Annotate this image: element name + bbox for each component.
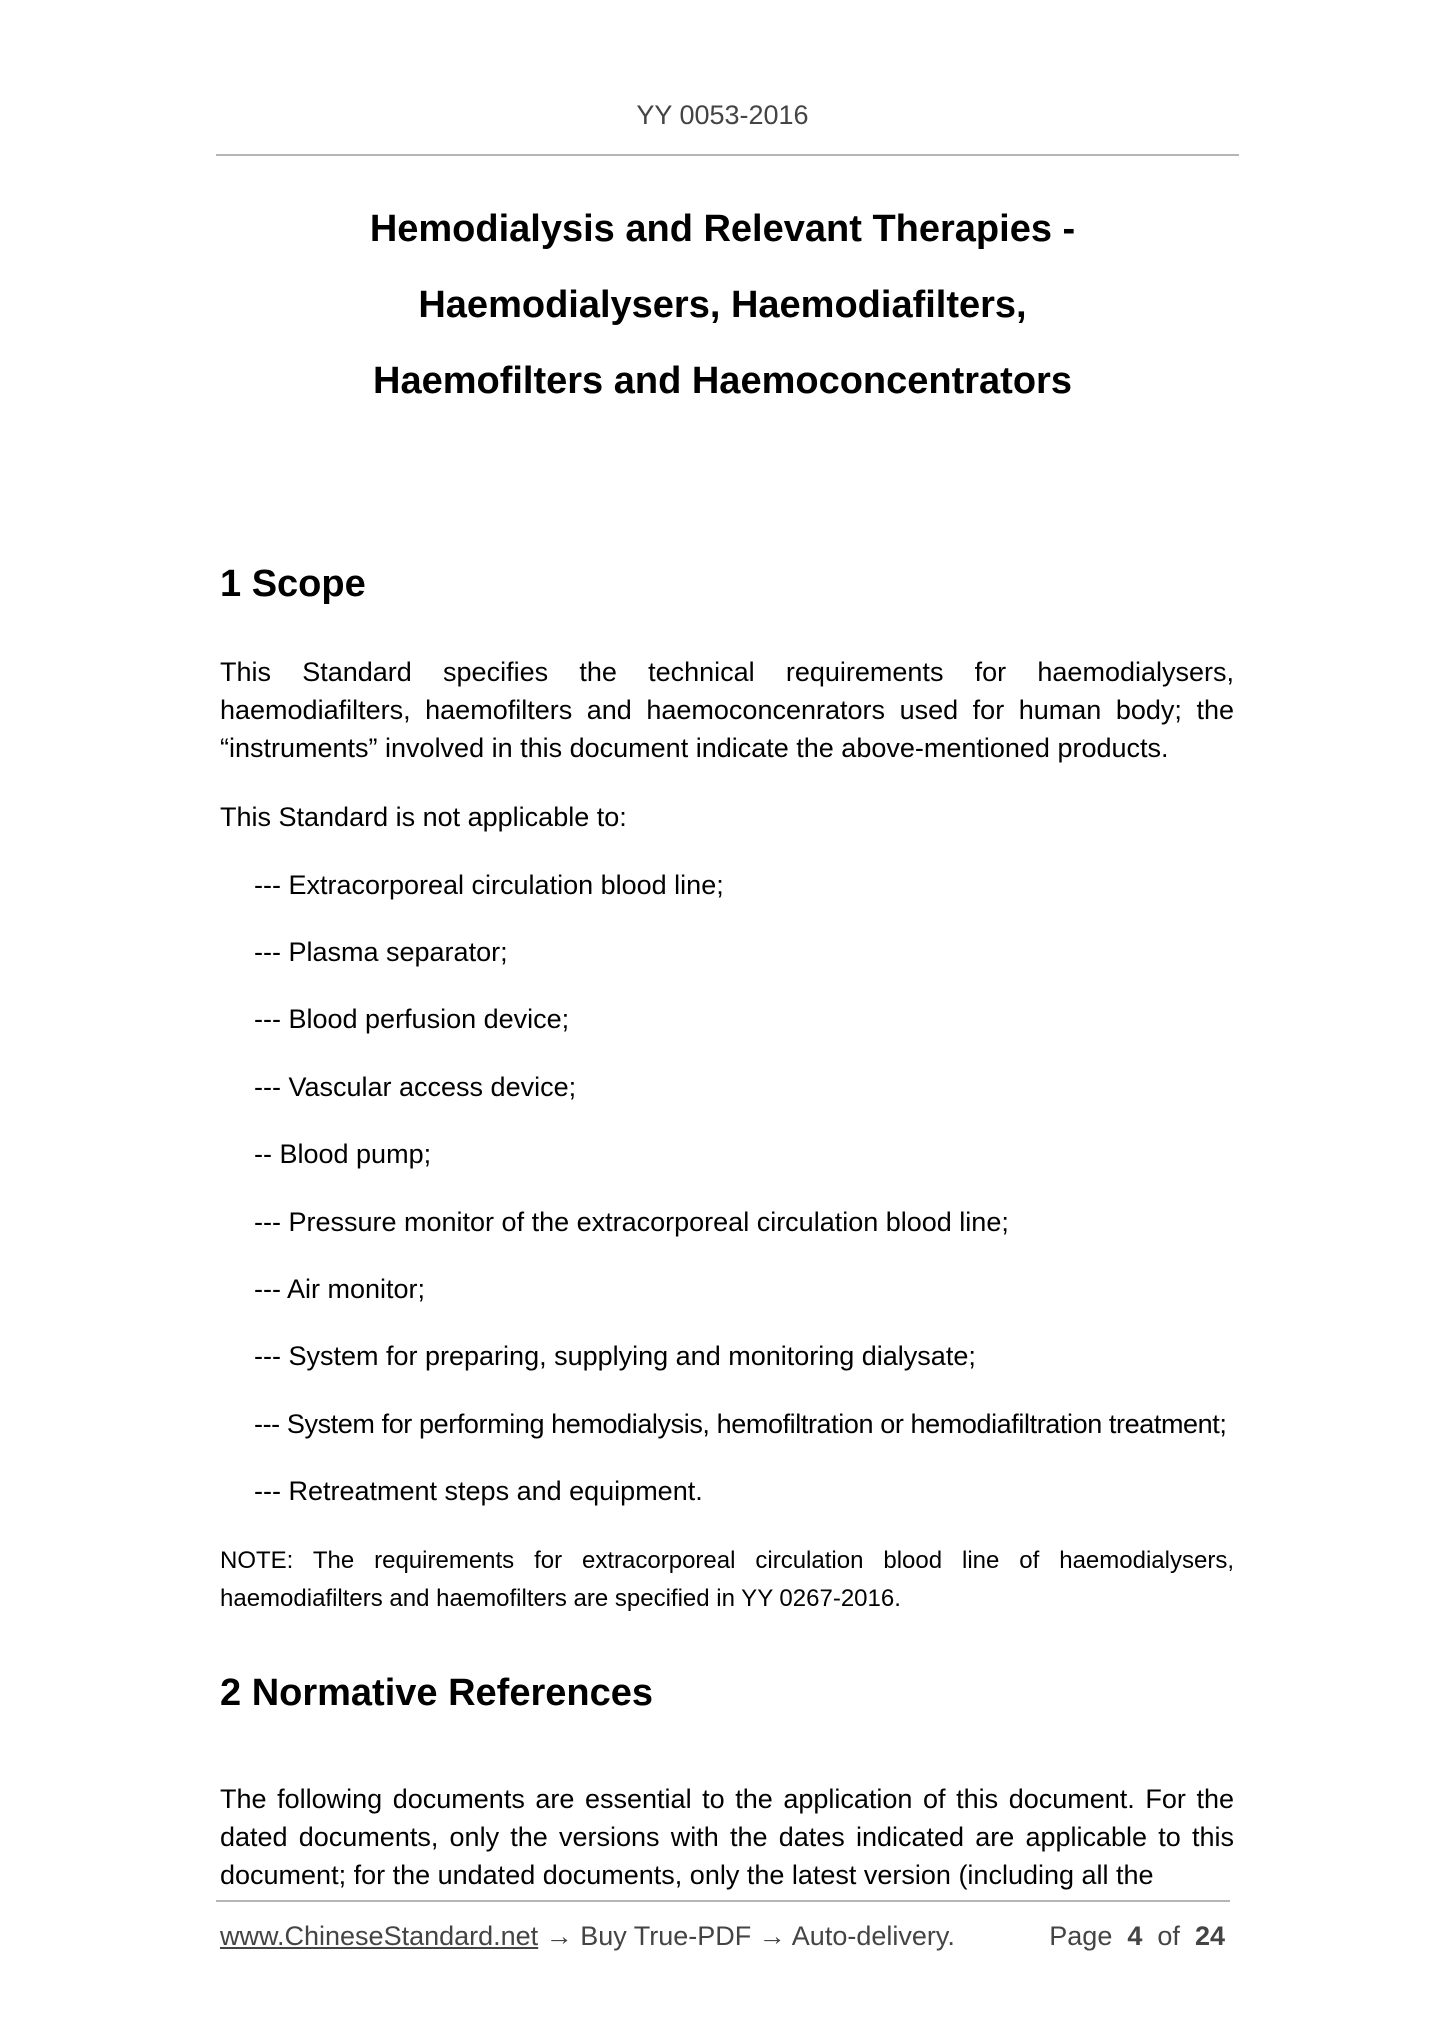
total-page-number: 24: [1194, 1921, 1225, 1951]
document-code-header: YY 0053-2016: [636, 100, 809, 130]
header-divider: [216, 154, 1239, 156]
list-item: --- Air monitor;: [254, 1274, 426, 1304]
page-label: Page: [1049, 1921, 1113, 1951]
list-item: --- Extracorporeal circulation blood line;: [254, 870, 724, 900]
current-page-number: 4: [1127, 1921, 1143, 1951]
section-heading-scope: 1 Scope: [220, 563, 366, 605]
scope-paragraph: This Standard specifies the technical requirements for haemodialysers, haemodiafilters, haemofilters and haemoconcenrators used for human body; the “instruments” involved in this document indicate the above-mentioned products.: [220, 657, 1234, 763]
auto-delivery-text: Auto-delivery.: [791, 1921, 955, 1951]
arrow-icon: →: [758, 1921, 786, 1951]
list-item: --- System for preparing, supplying and monitoring dialysate;: [254, 1341, 976, 1371]
title-line-1: Hemodialysis and Relevant Therapies -: [369, 208, 1076, 250]
arrow-icon: →: [545, 1921, 573, 1951]
section-heading-normative-references: 2 Normative References: [220, 1672, 653, 1714]
title-line-2: Haemodialysers, Haemodiafilters,: [418, 284, 1027, 326]
not-applicable-intro: This Standard is not applicable to:: [220, 802, 627, 832]
list-item: --- System for performing hemodialysis, hemofiltration or hemodiafiltration treatment;: [254, 1409, 1227, 1439]
normative-references-paragraph: The following documents are essential to the application of this document. For the dated documents, only the versions with the dates indicated are applicable to this document; for the undated documents, only the latest version (including all the: [220, 1784, 1234, 1890]
list-item: --- Vascular access device;: [254, 1072, 577, 1102]
list-item: --- Retreatment steps and equipment.: [254, 1476, 703, 1506]
scope-note: NOTE: The requirements for extracorporeal circulation blood line of haemodialysers, haemodiafilters and haemofilters are specified in YY 0267-2016.: [220, 1547, 1234, 1612]
title-line-3: Haemofilters and Haemoconcentrators: [373, 360, 1072, 402]
buy-pdf-text: Buy True-PDF: [580, 1921, 752, 1951]
footer-divider: [216, 1900, 1230, 1902]
footer-promo: [220, 1917, 955, 1955]
of-label: of: [1157, 1921, 1180, 1951]
page-number: [1049, 1917, 1225, 1955]
list-item: --- Pressure monitor of the extracorporeal circulation blood line;: [254, 1207, 1009, 1237]
list-item: --- Blood perfusion device;: [254, 1004, 570, 1034]
document-title: [0, 210, 1445, 438]
website-link[interactable]: www.ChineseStandard.net: [220, 1921, 539, 1951]
list-item: -- Blood pump;: [254, 1139, 432, 1169]
list-item: --- Plasma separator;: [254, 937, 508, 967]
